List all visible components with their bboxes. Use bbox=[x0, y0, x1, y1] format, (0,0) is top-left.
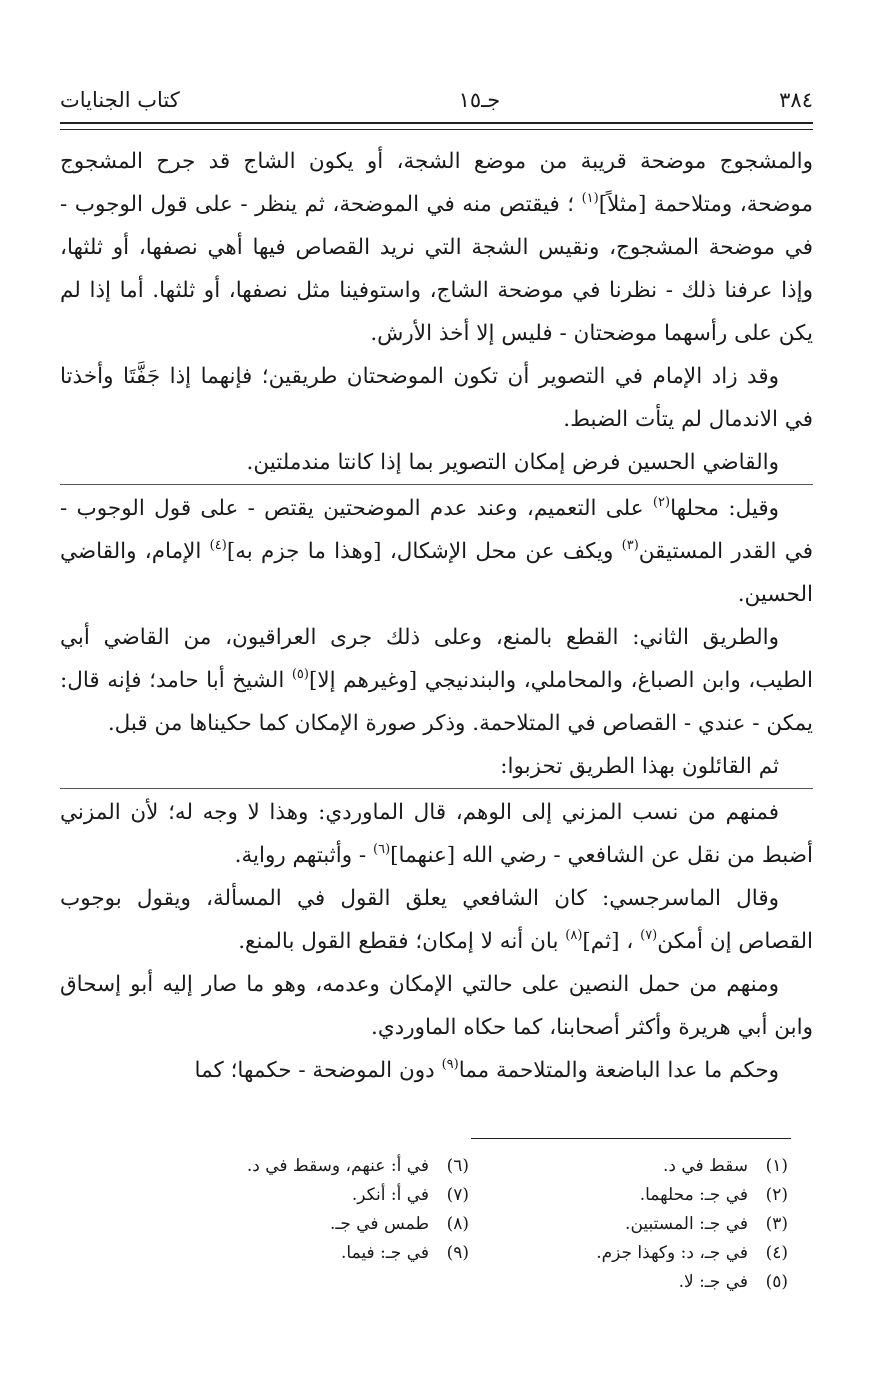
footnote-item bbox=[469, 1239, 788, 1268]
footnote-item bbox=[150, 1181, 469, 1210]
footnote-item bbox=[150, 1210, 469, 1239]
footnote-text: في جـ: فيما. bbox=[341, 1243, 429, 1263]
footnote-item bbox=[469, 1268, 788, 1297]
paragraph bbox=[60, 791, 813, 877]
footnote-marker: (٦) bbox=[373, 842, 391, 857]
paragraph-text: وحكم ما عدا الباضعة والمتلاحمة مما bbox=[458, 1058, 779, 1083]
footnote-separator bbox=[471, 1138, 791, 1139]
paragraph-text: وقيل: محلها bbox=[670, 496, 779, 521]
footnote-item bbox=[469, 1152, 788, 1181]
footnote-item bbox=[469, 1181, 788, 1210]
paragraph-text: دون الموضحة - حكمها؛ كما bbox=[194, 1058, 442, 1083]
paragraph-divider bbox=[60, 788, 813, 789]
paragraph bbox=[60, 355, 813, 441]
main-text bbox=[60, 140, 813, 1092]
paragraph bbox=[60, 616, 813, 745]
footnote-number: (٥) bbox=[765, 1272, 788, 1292]
footnote-number: (٩) bbox=[446, 1243, 469, 1263]
footnote-item bbox=[150, 1152, 469, 1181]
footnote-number: (٢) bbox=[765, 1185, 788, 1205]
footnote-marker: (١) bbox=[581, 191, 599, 206]
paragraph bbox=[60, 1049, 813, 1092]
paragraph-text: الشيخ أبا حامد؛ فإنه قال: يمكن - عندي - القصاص في المتلاحمة. وذكر صورة الإمكان كما حكيناها من قبل. bbox=[60, 668, 813, 736]
paragraph-text: ثم القائلون بهذا الطريق تحزبوا: bbox=[500, 754, 779, 779]
running-header bbox=[60, 82, 813, 118]
footnote-text: في جـ، د: وكهذا جزم. bbox=[596, 1243, 748, 1263]
footnote-marker: (٩) bbox=[441, 1057, 459, 1072]
footnote-marker: (٧) bbox=[640, 928, 658, 943]
footnotes bbox=[150, 1152, 788, 1297]
footnote-marker: (٤) bbox=[209, 538, 227, 553]
paragraph bbox=[60, 140, 813, 355]
paragraph-text: ، [ثم] bbox=[582, 929, 641, 954]
footnote-text: في أ: عنهم، وسقط في د. bbox=[246, 1156, 429, 1176]
footnote-number: (٣) bbox=[765, 1214, 788, 1234]
footnote-marker: (٣) bbox=[621, 538, 639, 553]
paragraph-text: فمنهم من نسب المزني إلى الوهم، قال الماوردي: وهذا لا وجه له؛ لأن المزني أضبط من نقل عن الشافعي - رضي الله [عنهما] bbox=[60, 800, 813, 868]
footnote-number: (٤) bbox=[765, 1243, 788, 1263]
footnote-text: في جـ: المستبين. bbox=[625, 1214, 748, 1234]
paragraph-text: والقاضي الحسين فرض إمكان التصوير بما إذا كانتا مندملتين. bbox=[246, 450, 779, 475]
paragraph-text: ومنهم من حمل النصين على حالتي الإمكان وعدمه، وهو ما صار إليه أبو إسحاق وابن أبي هريرة وأكثر أصحابنا، كما حكاه الماوردي. bbox=[60, 972, 813, 1040]
paragraph-text: على التعميم، وعند عدم الموضحتين يقتص - على قول الوجوب - في القدر المستيقن bbox=[60, 496, 814, 564]
paragraph-text: الإمام، والقاضي الحسين. bbox=[60, 539, 813, 607]
page-number: ٣٨٤ bbox=[779, 88, 813, 112]
footnote-number: (٨) bbox=[446, 1214, 469, 1234]
footnote-number: (٧) bbox=[446, 1185, 469, 1205]
footnote-number: (١) bbox=[765, 1156, 788, 1176]
footnote-marker: (٢) bbox=[652, 495, 671, 510]
footnote-text: في أ: أنكر. bbox=[351, 1185, 429, 1205]
footnote-item bbox=[150, 1239, 469, 1268]
paragraph bbox=[60, 745, 813, 788]
footnote-text: طمس في جـ. bbox=[329, 1214, 429, 1234]
paragraph-text: والطريق الثاني: القطع بالمنع، وعلى ذلك جرى العراقيون، من القاضي أبي الطيب، وابن الصباغ، والمحاملي، والبندنيجي [وغيرهم إلا] bbox=[60, 625, 813, 693]
paragraph bbox=[60, 487, 813, 616]
volume-number: جـ١٥ bbox=[458, 88, 501, 112]
footnotes-left-column bbox=[150, 1152, 469, 1297]
paragraph-text: بان أنه لا إمكان؛ فقطع القول بالمنع. bbox=[238, 929, 566, 954]
footnote-marker: (٨) bbox=[565, 928, 583, 943]
footnotes-right-column bbox=[469, 1152, 788, 1297]
footnote-text: في جـ: لا. bbox=[678, 1272, 748, 1292]
paragraph bbox=[60, 441, 813, 484]
paragraph bbox=[60, 963, 813, 1049]
paragraph-text: ويكف عن محل الإشكال، [وهذا ما جزم به] bbox=[226, 539, 622, 564]
footnote-text: سقط في د. bbox=[662, 1156, 748, 1176]
header-rule bbox=[60, 122, 813, 130]
paragraph-text: وقال الماسرجسي: كان الشافعي يعلق القول في المسألة، ويقول بوجوب القصاص إن أمكن bbox=[60, 886, 813, 954]
paragraph bbox=[60, 877, 813, 963]
footnote-item bbox=[469, 1210, 788, 1239]
footnote-marker: (٥) bbox=[291, 667, 309, 682]
paragraph-text: - وأثبتهم رواية. bbox=[234, 843, 374, 868]
footnote-number: (٦) bbox=[446, 1156, 469, 1176]
footnote-text: في جـ: محلهما. bbox=[639, 1185, 748, 1205]
paragraph-text: وقد زاد الإمام في التصوير أن تكون الموضحتان طريقين؛ فإنهما إذا جَفَّتَا وأخذتا في الاندمال لم يتأت الضبط. bbox=[60, 364, 813, 432]
paragraph-text: والمشجوج موضحة قريبة من موضع الشجة، أو يكون الشاج قد جرح المشجوج موضحة، ومتلاحمة [مثلاً] bbox=[60, 149, 814, 217]
paragraph-divider bbox=[60, 484, 813, 485]
book-title: كتاب الجنايات bbox=[60, 88, 180, 112]
paragraph-text: ؛ فيقتص منه في الموضحة، ثم ينظر - على قول الوجوب - في موضحة المشجوج، ونقيس الشجة التي نريد القصاص فيها أهي نصفها، أو ثلثها، وإذا عرفنا ذلك - نظرنا في موضحة الشاج، واستوفينا مثل نصفها، أو ثلثها. أما إذا لم يكن على رأسهما موضحتان - فليس إلا أخذ الأرش. bbox=[60, 192, 813, 346]
